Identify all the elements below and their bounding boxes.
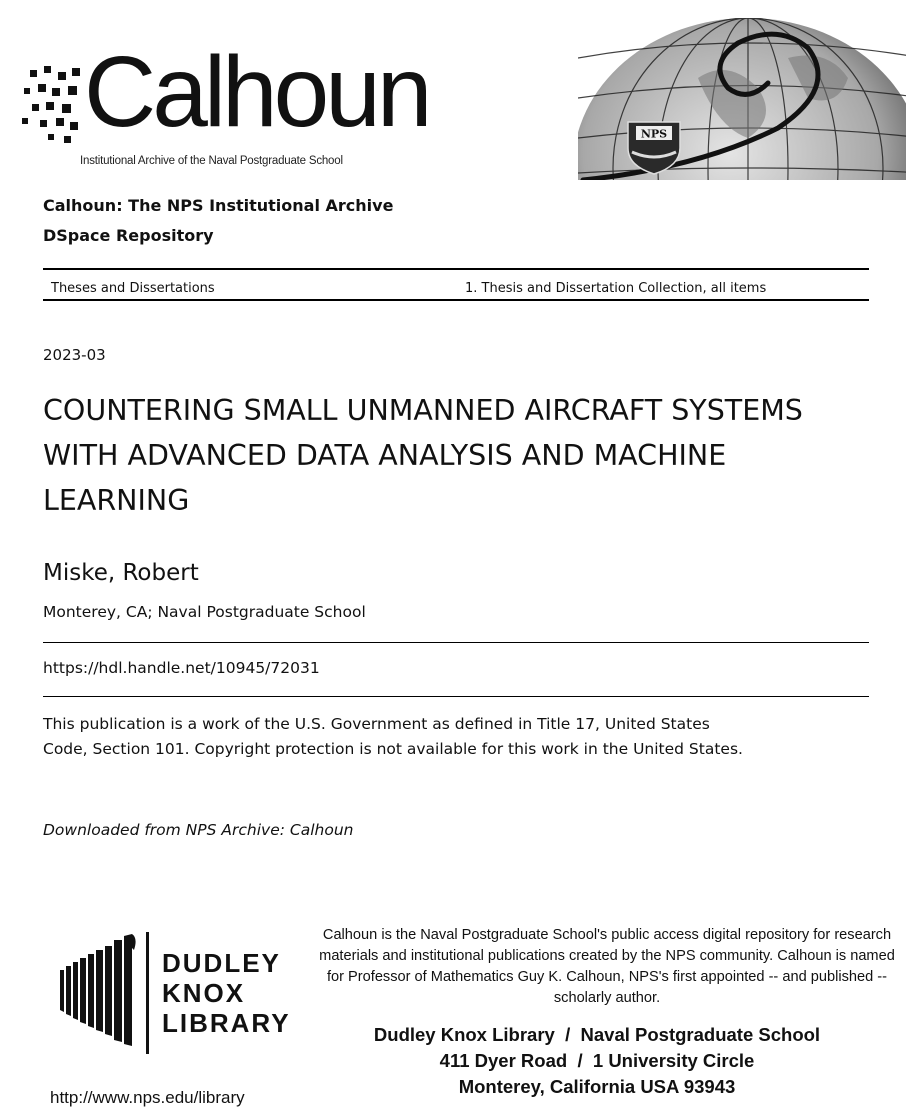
publication-date: 2023-03: [43, 346, 106, 364]
download-source: Downloaded from NPS Archive: Calhoun: [43, 821, 354, 839]
collection-community-link[interactable]: Theses and Dissertations: [51, 281, 215, 296]
divider: [43, 268, 869, 270]
author-name: Miske, Robert: [43, 560, 199, 586]
divider: [43, 299, 869, 301]
collection-link[interactable]: 1. Thesis and Dissertation Collection, all items: [465, 281, 767, 296]
calhoun-logo-wordmark: Calhoun: [84, 36, 429, 148]
calhoun-logo-dots: [22, 66, 84, 144]
calhoun-description: Calhoun is the Naval Postgraduate School's public access digital repository for research materials and institutional publications created by the NPS community. Calhoun is named for Professor of Mathematics Guy K. Calhoun, NPS's first appointed -- and published -- scholarly author.: [319, 927, 895, 1006]
library-wordmark-line: DUDLEY: [162, 948, 281, 978]
library-logo-divider: [146, 932, 149, 1054]
divider: [43, 642, 869, 643]
library-url-link[interactable]: http://www.nps.edu/library: [50, 1088, 245, 1107]
divider: [43, 696, 869, 697]
nps-seal-label: NPS: [640, 127, 668, 141]
address-line: 411 Dyer Road / 1 University Circle: [439, 1050, 755, 1071]
dudley-knox-library-icon: [58, 930, 154, 1058]
repository-platform: DSpace Repository: [43, 226, 214, 245]
author-affiliation: Monterey, CA; Naval Postgraduate School: [43, 603, 366, 621]
repository-name: Calhoun: The NPS Institutional Archive: [43, 196, 394, 215]
handle-link[interactable]: https://hdl.handle.net/10945/72031: [43, 659, 320, 677]
library-wordmark-line: KNOX: [162, 978, 246, 1008]
library-wordmark-line: LIBRARY: [162, 1008, 291, 1038]
document-title: COUNTERING SMALL UNMANNED AIRCRAFT SYSTEMS WITH ADVANCED DATA ANALYSIS AND MACHINE LEARNING: [43, 394, 803, 517]
nps-seal-icon: [624, 118, 684, 176]
library-address: [312, 1022, 882, 1100]
calhoun-logo-subtitle: Institutional Archive of the Naval Postgraduate School: [80, 155, 343, 167]
address-line: Monterey, California USA 93943: [458, 1076, 736, 1097]
address-line: Dudley Knox Library / Naval Postgraduate School: [373, 1024, 821, 1045]
rights-statement: This publication is a work of the U.S. Government as defined in Title 17, United States Code, Section 101. Copyright protection is not available for this work in the United States.: [43, 715, 743, 758]
library-wordmark: [162, 948, 291, 1038]
